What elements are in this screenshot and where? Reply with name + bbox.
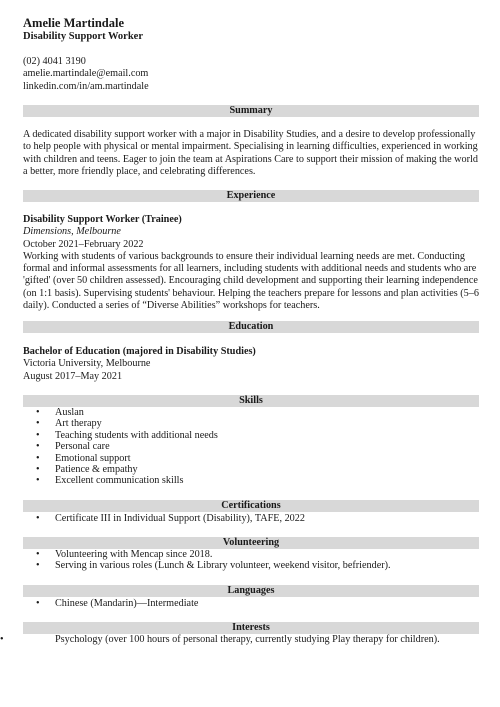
list-item: • Excellent communication skills — [23, 475, 218, 486]
education-school: Victoria University, Melbourne — [23, 358, 151, 370]
experience-role: Disability Support Worker (Trainee) — [23, 214, 182, 225]
education-dates: August 2017–May 2021 — [23, 370, 123, 382]
list-item: • Art therapy — [23, 418, 218, 429]
languages-heading: Languages — [23, 585, 479, 597]
list-item: • Teaching students with additional needs — [23, 430, 218, 441]
skills-list — [23, 407, 218, 487]
certifications-list — [23, 513, 305, 524]
list-item: • Emotional support — [23, 453, 218, 464]
list-item: • Personal care — [23, 441, 218, 452]
experience-employer: Dimensions, Melbourne — [23, 226, 121, 238]
volunteering-heading: Volunteering — [23, 537, 479, 549]
contact-info — [23, 56, 149, 93]
education-entry — [23, 346, 479, 383]
list-item: • Certificate III in Individual Support (Disability), TAFE, 2022 — [23, 513, 305, 524]
list-item: • Chinese (Mandarin)—Intermediate — [23, 598, 198, 609]
list-item: • Psychology (over 100 hours of personal therapy, currently studying Play therapy for children). — [0, 634, 479, 645]
volunteering-list — [23, 549, 391, 572]
experience-entry — [23, 214, 479, 312]
linkedin-url: linkedin.com/in/am.martindale — [23, 80, 149, 92]
interests-list — [0, 634, 479, 645]
skills-heading: Skills — [23, 395, 479, 407]
certifications-heading: Certifications — [23, 500, 479, 512]
email-address: amelie.martindale@email.com — [23, 68, 149, 80]
education-heading: Education — [23, 321, 479, 333]
summary-heading: Summary — [23, 105, 479, 117]
list-item: • Patience & empathy — [23, 464, 218, 475]
interests-heading: Interests — [23, 622, 479, 634]
candidate-name: Amelie Martindale — [23, 16, 125, 30]
candidate-title: Disability Support Worker — [23, 31, 143, 42]
list-item: • Volunteering with Mencap since 2018. — [23, 549, 391, 560]
phone-number: (02) 4041 3190 — [23, 56, 86, 67]
experience-description: Working with students of various backgrounds to ensure their individual learning needs are met. Conducting formal and informal assessments for all learners, including students with additional needs and students who are 'gifted' (over 50 children assessed). Encouraging child development and supporting their learning independence (on 1:1 basis). Supervising students' behaviour. Helping the teachers prepare for lessons and plan activities (5–6 daily). Conducted a series of “Diverse Abilities” workshops for teachers. — [23, 250, 479, 312]
experience-heading: Experience — [23, 190, 479, 202]
resume-header — [23, 16, 143, 43]
summary-text: A dedicated disability support worker with a major in Disability Studies, and a desire to develop professionally to help people with physical or mental impairment. Specialising in learning difficulties, experienced in working with children and teens. Eager to join the team at Aspirations Care to support their mission of making the world a better, more friendly place, and celebrating differences. — [23, 129, 478, 177]
languages-list — [23, 598, 198, 609]
experience-dates: October 2021–February 2022 — [23, 238, 144, 250]
list-item: • Serving in various roles (Lunch & Library volunteer, weekend visitor, befriender). — [23, 560, 391, 571]
education-degree: Bachelor of Education (majored in Disability Studies) — [23, 346, 256, 357]
list-item: • Auslan — [23, 407, 218, 418]
